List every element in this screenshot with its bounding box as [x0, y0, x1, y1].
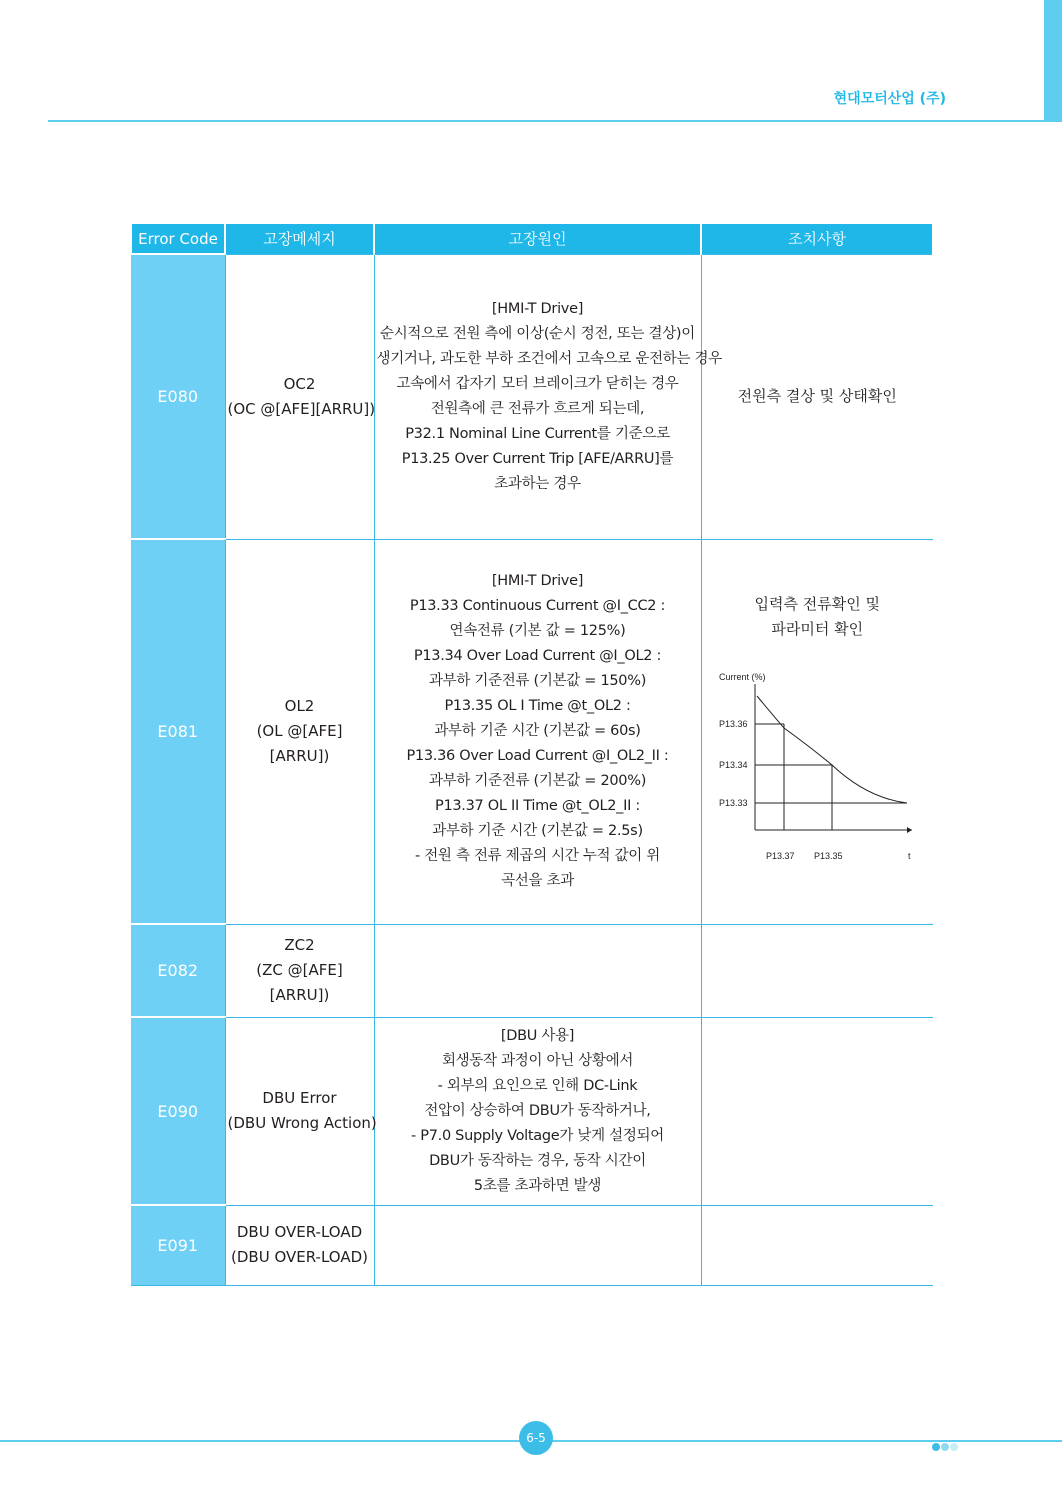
fault-cause-cell	[374, 924, 701, 1017]
dot-icon	[941, 1443, 949, 1451]
fault-cause-line: P13.34 Over Load Current @I_OL2 :	[413, 648, 662, 664]
fault-cause-line: P13.25 Over Current Trip [AFE/ARRU]를	[401, 450, 674, 467]
error-code-cell: E080	[131, 254, 225, 539]
fault-cause-line: 전압이 상승하여 DBU가 동작하거나,	[424, 1102, 651, 1119]
overload-curve-chart	[717, 670, 917, 870]
error-code-cell: E081	[131, 539, 225, 924]
fault-cause-line: 5초를 초과하면 발생	[473, 1177, 602, 1194]
error-code-cell: E091	[131, 1205, 225, 1285]
table-row	[131, 1205, 933, 1285]
action-cell	[701, 254, 933, 539]
x-tick-label: P13.37	[766, 850, 795, 861]
col-header-cause: 고장원인	[374, 224, 701, 254]
fault-cause-line: 순시적으로 전원 측에 이상(순시 정전, 또는 결상)이	[379, 325, 696, 342]
fault-message-cell	[225, 924, 374, 1017]
fault-cause-cell	[374, 254, 722, 539]
fault-message-line: (OC @[AFE][ARRU])	[227, 399, 376, 418]
header-divider	[48, 120, 1044, 122]
col-header-error-code: Error Code	[131, 224, 225, 254]
fault-message-line: (DBU OVER-LOAD)	[231, 1248, 368, 1266]
action-cell	[701, 539, 933, 924]
table-row	[131, 254, 933, 539]
page-number: 6-5	[519, 1421, 553, 1455]
action-cell	[701, 924, 933, 1017]
x-axis-arrow	[907, 827, 912, 833]
fault-cause-line: 연속전류 (기본 값 = 125%)	[449, 623, 626, 639]
company-name: 현대모터산업 (주)	[833, 91, 946, 107]
fault-cause-line: P13.33 Continuous Current @I_CC2 :	[409, 598, 666, 614]
fault-cause-line: 과부하 기준전류 (기본값 = 200%)	[428, 773, 647, 789]
fault-message-cell	[225, 539, 374, 924]
fault-cause-line: DBU가 동작하는 경우, 동작 시간이	[429, 1152, 646, 1169]
error-code-table	[130, 224, 934, 1286]
fault-cause-line: 과부하 기준 시간 (기본값 = 60s)	[434, 723, 641, 739]
y-axis-label: Current (%)	[719, 671, 766, 682]
fault-cause-line: - P7.0 Supply Voltage가 낮게 설정되어	[411, 1127, 664, 1144]
action-line: 전원측 결상 및 상태확인	[737, 387, 897, 405]
fault-message-cell	[225, 1017, 377, 1205]
x-tick-label: P13.35	[814, 850, 843, 861]
action-line: 입력측 전류확인 및	[754, 594, 880, 613]
fault-message-cell	[225, 1205, 374, 1285]
fault-cause-line: 초과하는 경우	[494, 475, 581, 492]
fault-cause-line: P13.35 OL I Time @t_OL2 :	[444, 698, 631, 714]
x-axis-label: t	[908, 850, 911, 861]
fault-cause-line: 고속에서 갑자기 모터 브레이크가 닫히는 경우	[396, 375, 679, 392]
fault-message-line: [ARRU])	[269, 986, 330, 1004]
fault-message-line: (OL @[AFE]	[256, 722, 343, 740]
fault-cause-line: P13.37 OL II Time @t_OL2_II :	[435, 798, 640, 814]
fault-cause-line: 회생동작 과정이 아닌 상황에서	[441, 1052, 634, 1069]
error-code-cell: E082	[131, 924, 225, 1017]
dot-icon	[932, 1443, 940, 1451]
fault-message-line: ZC2	[284, 936, 315, 954]
fault-cause-cell	[374, 1205, 701, 1285]
fault-message-cell	[225, 254, 374, 539]
action-line: 파라미터 확인	[771, 619, 864, 638]
table-row	[131, 1017, 933, 1205]
col-header-action: 조치사항	[701, 224, 933, 254]
fault-message-line: DBU Error	[262, 1089, 337, 1107]
fault-cause-line: 과부하 기준 시간 (기본값 = 2.5s)	[432, 823, 643, 839]
fault-cause-line: [HMI-T Drive]	[491, 300, 584, 317]
overload-curve-svg	[717, 670, 917, 870]
action-cell	[701, 1205, 933, 1285]
fault-message-line: (ZC @[AFE]	[256, 961, 343, 979]
y-tick-label: P13.36	[719, 718, 748, 729]
side-accent-bar	[1044, 0, 1062, 122]
fault-cause-line: 과부하 기준전류 (기본값 = 150%)	[428, 673, 647, 689]
table-row	[131, 539, 933, 924]
col-header-message: 고장메세지	[225, 224, 374, 254]
error-code-cell: E090	[131, 1017, 225, 1205]
fault-cause-line: - 전원 측 전류 제곱의 시간 누적 값이 위	[414, 848, 660, 864]
action-cell	[701, 1017, 933, 1205]
fault-message-line: OL2	[284, 697, 315, 715]
table-header-row	[131, 224, 933, 254]
fault-cause-line: P32.1 Nominal Line Current를 기준으로	[405, 425, 670, 442]
fault-message-line: [ARRU])	[269, 747, 330, 765]
fault-cause-cell	[374, 1017, 701, 1205]
table-row	[131, 924, 933, 1017]
fault-cause-line: 곡선을 초과	[501, 873, 574, 889]
fault-cause-line: 전원측에 큰 전류가 흐르게 되는데,	[430, 400, 645, 417]
fault-message-line: DBU OVER-LOAD	[236, 1223, 363, 1241]
y-tick-label: P13.34	[719, 759, 748, 770]
fault-cause-line: [DBU 사용]	[500, 1027, 575, 1044]
y-tick-label: P13.33	[719, 797, 748, 808]
fault-cause-cell	[374, 539, 701, 924]
fault-message-line: OC2	[283, 374, 316, 393]
fault-cause-line: - 외부의 요인으로 인해 DC-Link	[437, 1077, 638, 1094]
fault-cause-line: P13.36 Over Load Current @I_OL2_II :	[406, 748, 669, 764]
footer-dots	[932, 1436, 959, 1455]
fault-cause-line: [HMI-T Drive]	[491, 573, 584, 589]
fault-message-line: (DBU Wrong Action)	[227, 1114, 377, 1132]
fault-cause-line: 생기거나, 과도한 부하 조건에서 고속으로 운전하는 경우	[376, 350, 722, 367]
dot-icon	[950, 1443, 958, 1451]
